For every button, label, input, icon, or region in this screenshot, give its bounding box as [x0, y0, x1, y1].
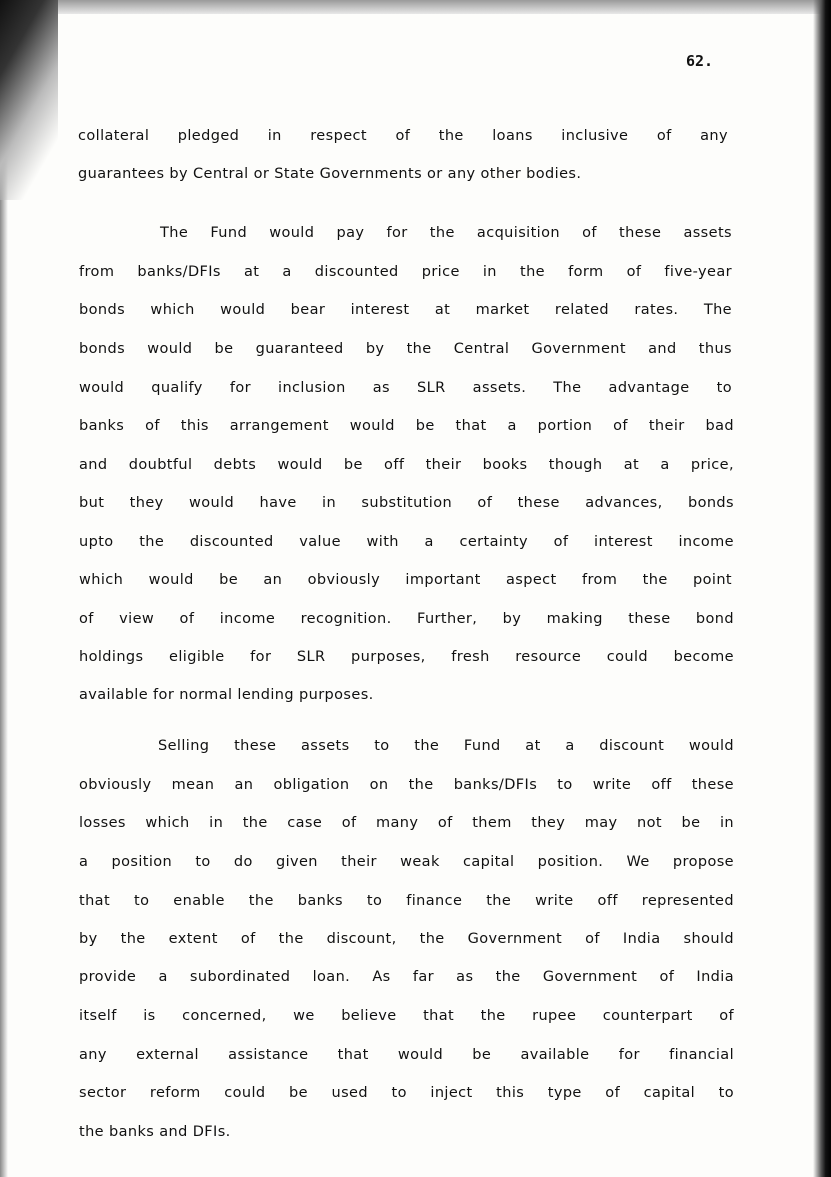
text-line: itself is concerned, we believe that the rupee counterpart of [79, 1008, 734, 1024]
text-line: guarantees by Central or State Governments or any other bodies. [78, 166, 582, 182]
text-line: holdings eligible for SLR purposes, fresh resource could become [79, 649, 734, 665]
text-line: losses which in the case of many of them they may not be in [79, 815, 734, 831]
text-line: a position to do given their weak capital position. We propose [79, 854, 734, 870]
scan-edge-right [813, 0, 831, 1177]
text-line: any external assistance that would be available for financial [79, 1047, 734, 1063]
text-line: Selling these assets to the Fund at a discount would [158, 738, 734, 754]
text-line: upto the discounted value with a certainty of interest income [79, 534, 734, 550]
text-line: bonds which would bear interest at market related rates. The [79, 302, 732, 318]
text-line: and doubtful debts would be off their books though at a price, [79, 457, 734, 473]
text-line: but they would have in substitution of these advances, bonds [79, 495, 734, 511]
text-line: of view of income recognition. Further, by making these bond [79, 611, 734, 627]
text-line: that to enable the banks to finance the write off represented [79, 893, 734, 909]
text-line: the banks and DFIs. [79, 1124, 231, 1140]
text-line: sector reform could be used to inject this type of capital to [79, 1085, 734, 1101]
text-line: would qualify for inclusion as SLR assets. The advantage to [79, 380, 732, 396]
text-line: banks of this arrangement would be that a portion of their bad [79, 418, 734, 434]
text-line: provide a subordinated loan. As far as the Government of India [79, 969, 734, 985]
text-line: by the extent of the discount, the Government of India should [79, 931, 734, 947]
scan-corner-shadow [0, 0, 58, 200]
text-line: obviously mean an obligation on the banks/DFIs to write off these [79, 777, 734, 793]
scan-edge-top [0, 0, 831, 14]
text-line: from banks/DFIs at a discounted price in the form of five-year [79, 264, 732, 280]
text-line: available for normal lending purposes. [79, 687, 374, 703]
text-line: bonds would be guaranteed by the Central Government and thus [79, 341, 732, 357]
text-line: collateral pledged in respect of the loans inclusive of any [78, 128, 728, 144]
text-line: The Fund would pay for the acquisition of these assets [160, 225, 732, 241]
text-line: which would be an obviously important aspect from the point [79, 572, 732, 588]
page-number: 62. [686, 52, 714, 70]
